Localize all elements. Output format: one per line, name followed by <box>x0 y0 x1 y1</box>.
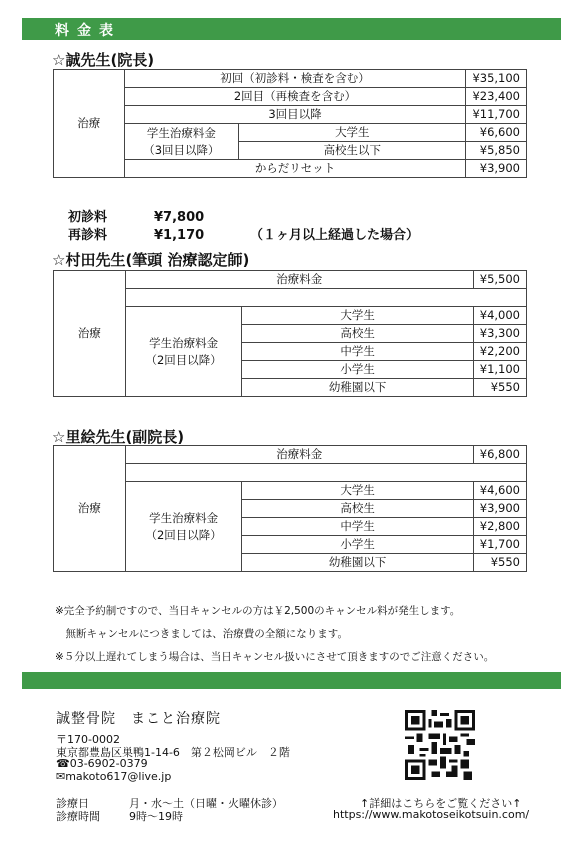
doctor3-student-row-price: ¥550 <box>473 554 526 572</box>
hours-label: 診療時間 <box>56 810 100 823</box>
saishin-price: ¥1,170 <box>154 228 205 243</box>
doctor2-student-row-label: 大学生 <box>242 307 473 325</box>
doctor3-student-row-label: 小学生 <box>242 536 473 554</box>
doctor2-student-row-price: ¥3,300 <box>473 325 526 343</box>
note-no-show: 無断キャンセルにつきましては、治療費の全額になります。 <box>55 628 348 640</box>
doctor3-fee-table <box>53 445 527 572</box>
doctor3-treatment-label: 治療料金 <box>125 446 473 464</box>
shoshin-label: 初診料 <box>68 210 108 225</box>
note-cancel-fee: ※完全予約制ですので、当日キャンセルの方は￥2,500のキャンセル料が発生します。 <box>55 605 461 617</box>
doctor1-row-label: 2回目（再検査を含む） <box>124 88 466 106</box>
doctor1-fee-table <box>53 69 527 178</box>
website-link[interactable]: https://www.makotoseikotsuin.com/ <box>333 808 530 821</box>
doctor2-treatment-price: ¥5,500 <box>473 271 526 289</box>
doctor1-row-price: ¥35,100 <box>466 70 527 88</box>
doctor1-student-row-label: 高校生以下 <box>239 142 466 160</box>
phone: ☎03-6902-0379 <box>56 757 148 770</box>
doctor3-student-row-label: 高校生 <box>242 500 473 518</box>
doctor2-student-row-label: 中学生 <box>242 343 473 361</box>
doctor3-student-label: 学生治療料金 （2回目以降） <box>125 482 242 572</box>
days-value: 月・水～土（日曜・火曜休診） <box>129 797 283 810</box>
shoshin-price: ¥7,800 <box>154 210 205 225</box>
days-label: 診療日 <box>56 797 89 810</box>
doctor2-student-row-price: ¥4,000 <box>473 307 526 325</box>
doctor2-student-label: 学生治療料金 （2回目以降） <box>125 307 242 397</box>
doctor2-student-row-price: ¥2,200 <box>473 343 526 361</box>
doctor3-student-row-price: ¥2,800 <box>473 518 526 536</box>
doctor1-row-price: ¥23,400 <box>466 88 527 106</box>
details-note: ↑詳細はこちらをご覧ください↑ <box>360 797 522 810</box>
hours-value: 9時～19時 <box>129 810 183 823</box>
saishin-note: （１ヶ月以上経過した場合） <box>250 228 420 243</box>
note-late: ※５分以上遅れてしまう場合は、当日キャンセル扱いにさせて頂きますのでご注意ください。 <box>55 651 495 663</box>
doctor2-student-row-price: ¥550 <box>473 379 526 397</box>
doctor3-student-row-price: ¥3,900 <box>473 500 526 518</box>
shoshin-fee <box>68 206 204 225</box>
doctor2-student-row-label: 小学生 <box>242 361 473 379</box>
title-bar <box>22 18 561 40</box>
email: ✉makoto617@live.jp <box>56 770 172 783</box>
doctor2-student-row-price: ¥1,100 <box>473 361 526 379</box>
saishin-fee <box>68 224 419 243</box>
doctor1-student-row-label: 大学生 <box>239 124 466 142</box>
doctor2-student-row-label: 高校生 <box>242 325 473 343</box>
page-title: 料金表 <box>55 23 121 39</box>
doctor3-student-row-label: 幼稚園以下 <box>242 554 473 572</box>
doctor1-row-label: 3回目以降 <box>124 106 466 124</box>
doctor2-empty-row <box>125 289 526 307</box>
doctor1-category: 治療 <box>54 70 125 178</box>
doctor2-student-row-label: 幼稚園以下 <box>242 379 473 397</box>
doctor2-heading: ☆村田先生(筆頭 治療認定師) <box>52 251 250 269</box>
doctor3-student-row-label: 大学生 <box>242 482 473 500</box>
doctor2-fee-table <box>53 270 527 397</box>
doctor3-student-row-price: ¥1,700 <box>473 536 526 554</box>
saishin-label: 再診料 <box>68 228 108 243</box>
clinic-name: 誠整骨院 まこと治療院 <box>56 711 221 727</box>
doctor1-heading: ☆誠先生(院長) <box>52 51 155 69</box>
doctor1-student-row-price: ¥5,850 <box>466 142 527 160</box>
doctor3-student-row-price: ¥4,600 <box>473 482 526 500</box>
doctor1-row-label: 初回（初診料・検査を含む） <box>124 70 466 88</box>
doctor1-reset-label: からだリセット <box>124 160 466 178</box>
doctor1-student-label: 学生治療料金 （3回目以降） <box>124 124 239 160</box>
address: 東京都豊島区巣鴨1-14-6 第２松岡ビル ２階 <box>56 746 290 759</box>
doctor3-treatment-price: ¥6,800 <box>473 446 526 464</box>
postal-code: 〒170-0002 <box>56 733 120 746</box>
doctor3-category: 治療 <box>54 446 126 572</box>
doctor1-student-row-price: ¥6,600 <box>466 124 527 142</box>
doctor3-heading: ☆里絵先生(副院長) <box>52 428 185 446</box>
qr-code-icon[interactable] <box>404 710 476 780</box>
doctor2-category: 治療 <box>54 271 126 397</box>
footer-bar <box>22 672 561 689</box>
doctor2-treatment-label: 治療料金 <box>125 271 473 289</box>
doctor1-row-price: ¥11,700 <box>466 106 527 124</box>
doctor3-student-row-label: 中学生 <box>242 518 473 536</box>
doctor3-empty-row <box>125 464 526 482</box>
doctor1-reset-price: ¥3,900 <box>466 160 527 178</box>
